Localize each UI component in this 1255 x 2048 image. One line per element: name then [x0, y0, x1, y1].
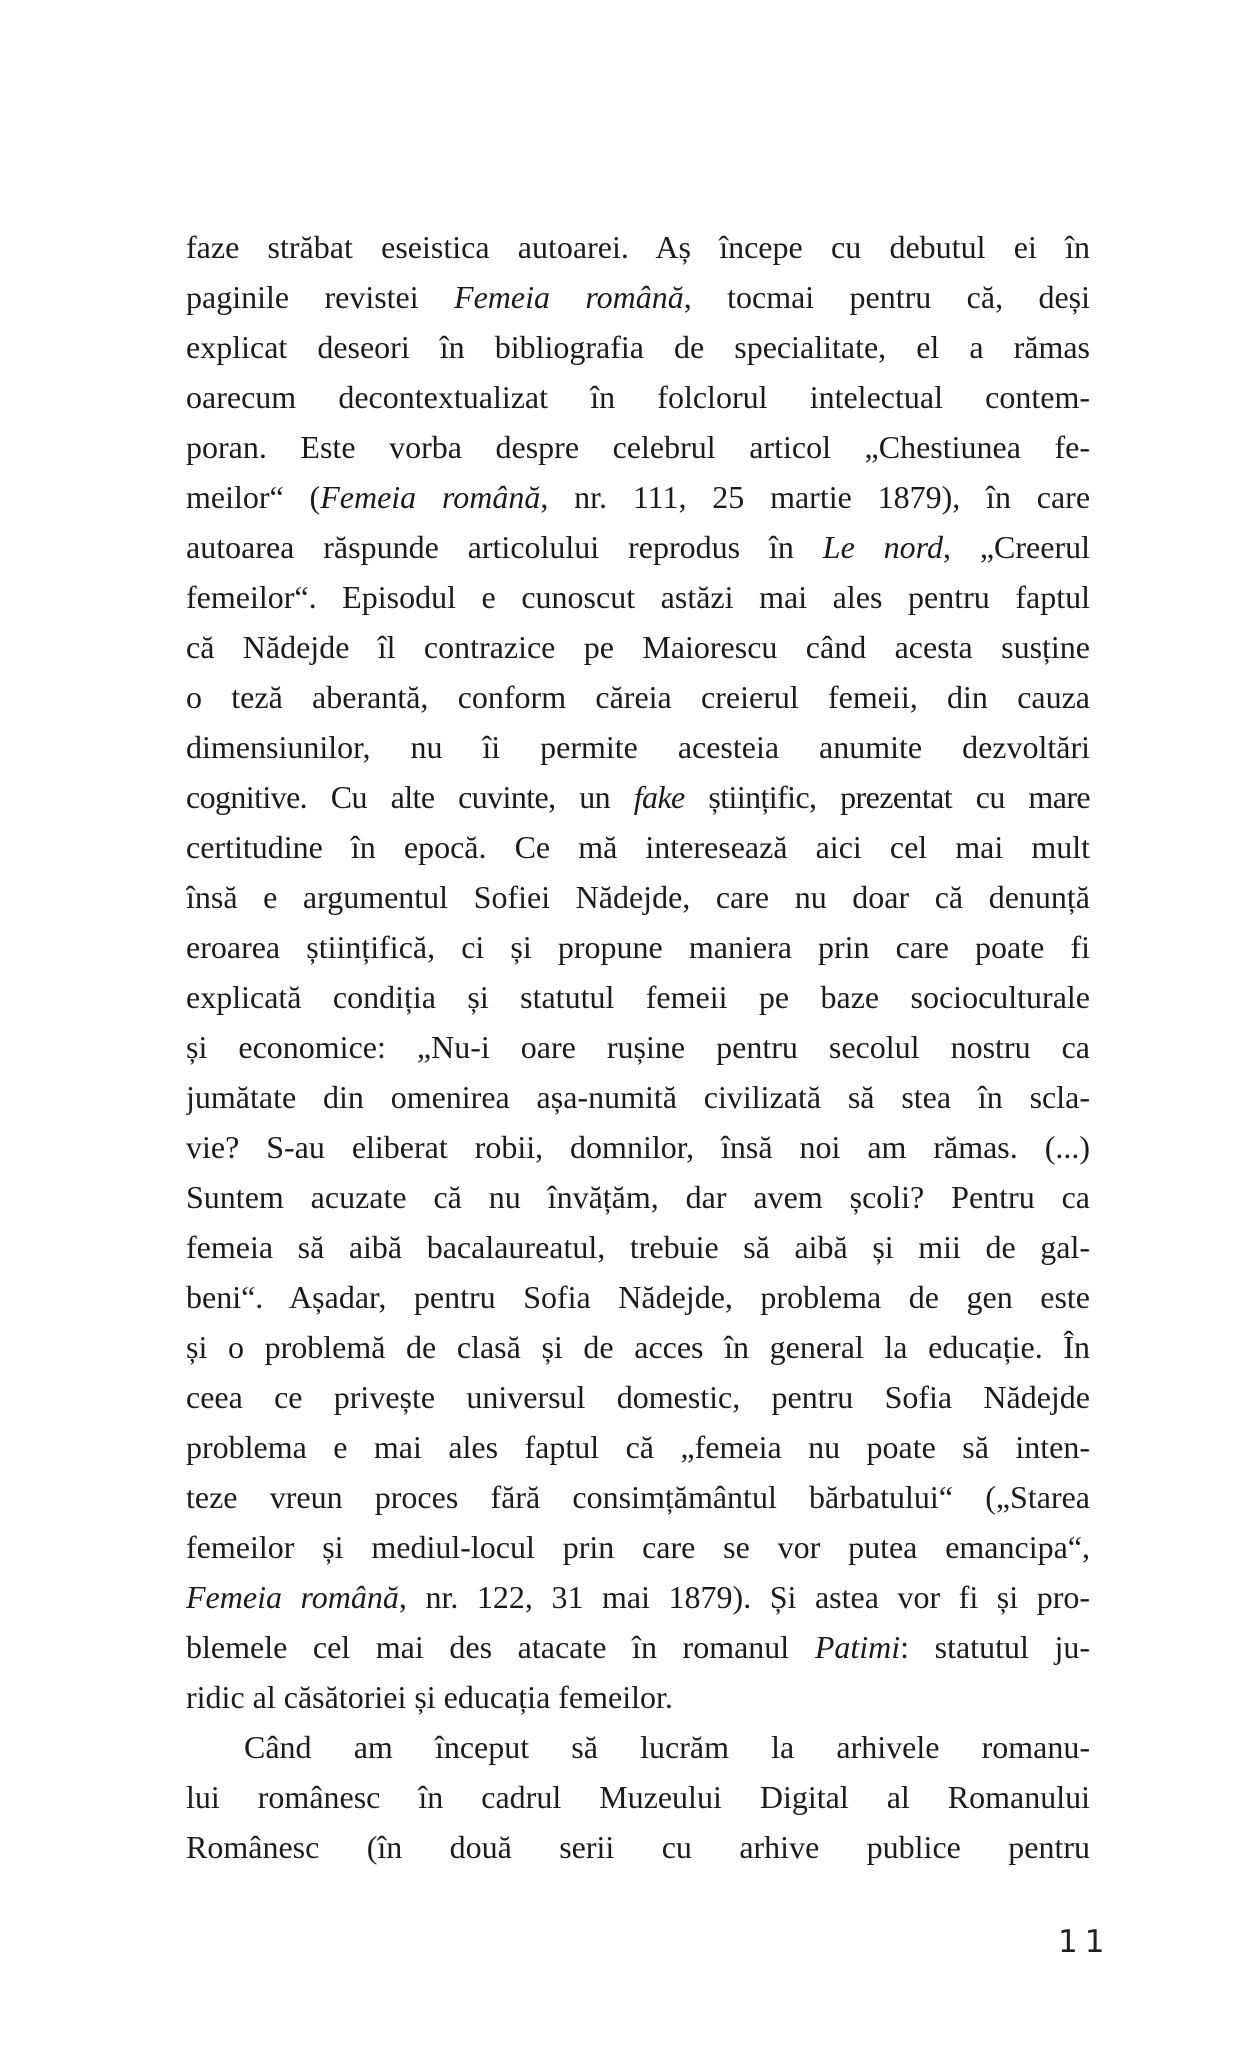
- text-line: [186, 722, 1090, 772]
- text-segment: ridic al căsătoriei și educația femeilor.: [186, 1679, 673, 1715]
- text-line: [186, 1072, 1090, 1122]
- text-line: [186, 1272, 1090, 1322]
- text-line: [186, 1472, 1090, 1522]
- text-segment: jumătate din omenirea așa-numită civilizată să stea în scla-: [186, 1079, 1090, 1115]
- text-segment: , nr. 111, 25 martie 1879), în care: [540, 479, 1090, 515]
- text-line: [186, 922, 1090, 972]
- text-segment: paginile revistei: [186, 279, 455, 315]
- text-line: [186, 1422, 1090, 1472]
- text-segment: Când am început să lucrăm la arhivele romanu-: [244, 1729, 1090, 1765]
- text-segment: științific, prezentat cu mare: [684, 779, 1090, 815]
- text-line: [186, 1822, 1090, 1872]
- text-segment: : statutul ju-: [900, 1629, 1090, 1665]
- text-segment: , nr. 122, 31 mai 1879). Și astea vor fi și pro-: [398, 1579, 1090, 1615]
- text-segment: femeilor și mediul-locul prin care se vor putea emancipa“,: [186, 1529, 1090, 1565]
- text-segment: că Nădejde îl contrazice pe Maiorescu când acesta susține: [186, 629, 1090, 665]
- text-segment: Suntem acuzate că nu învățăm, dar avem școli? Pentru ca: [186, 1179, 1090, 1215]
- text-segment: poran. Este vorba despre celebrul articol „Chestiunea fe-: [186, 429, 1090, 465]
- text-line: [186, 472, 1090, 522]
- text-line: [186, 322, 1090, 372]
- text-segment: meilor“ (: [186, 479, 321, 515]
- text-segment: femeilor“. Episodul e cunoscut astăzi mai ales pentru faptul: [186, 579, 1090, 615]
- text-segment: beni“. Așadar, pentru Sofia Nădejde, problema de gen este: [186, 1279, 1090, 1315]
- text-line: [186, 872, 1090, 922]
- text-segment: cognitive. Cu alte cuvinte, un: [186, 779, 634, 815]
- text-line: [186, 372, 1090, 422]
- text-line: [186, 1172, 1090, 1222]
- text-segment: dimensiunilor, nu îi permite acesteia anumite dezvoltări: [186, 729, 1090, 765]
- text-line: [186, 1572, 1090, 1622]
- text-segment: explicată condiția și statutul femeii pe baze socioculturale: [186, 979, 1090, 1015]
- text-segment: femeia să aibă bacalaureatul, trebuie să aibă și mii de gal-: [186, 1229, 1090, 1265]
- italic-text-segment: Femeia română: [186, 1579, 399, 1615]
- text-line: [186, 1772, 1090, 1822]
- page-text: [186, 222, 1090, 1872]
- text-line: [186, 1122, 1090, 1172]
- text-line: [186, 972, 1090, 1022]
- text-segment: faze străbat eseistica autoarei. Aș începe cu debutul ei în: [186, 229, 1090, 265]
- text-segment: vie? S-au eliberat robii, domnilor, însă noi am rămas. (...): [186, 1129, 1090, 1165]
- text-line: [186, 572, 1090, 622]
- text-segment: Românesc (în două serii cu arhive publice pentru: [186, 1829, 1090, 1865]
- text-line: [186, 1222, 1090, 1272]
- text-line: [186, 1722, 1090, 1772]
- text-segment: lui românesc în cadrul Muzeului Digital al Romanului: [186, 1779, 1090, 1815]
- text-segment: și economice: „Nu-i oare rușine pentru secolul nostru ca: [186, 1029, 1090, 1065]
- italic-text-segment: Le nord: [822, 529, 943, 565]
- text-segment: însă e argumentul Sofiei Nădejde, care nu doar că denunță: [186, 879, 1090, 915]
- text-line: [186, 1672, 1090, 1722]
- text-segment: problema e mai ales faptul că „femeia nu poate să inten-: [186, 1429, 1090, 1465]
- text-segment: și o problemă de clasă și de acces în general la educație. În: [186, 1329, 1090, 1365]
- text-line: [186, 1522, 1090, 1572]
- text-line: [186, 1622, 1090, 1672]
- text-line: [186, 222, 1090, 272]
- text-segment: o teză aberantă, conform căreia creierul femeii, din cauza: [186, 679, 1090, 715]
- text-segment: certitudine în epocă. Ce mă interesează aici cel mai mult: [186, 829, 1090, 865]
- text-segment: autoarea răspunde articolului reprodus în: [186, 529, 823, 565]
- text-line: [186, 522, 1090, 572]
- text-segment: ceea ce privește universul domestic, pentru Sofia Nădejde: [186, 1379, 1090, 1415]
- italic-text-segment: Patimi: [814, 1629, 901, 1665]
- text-segment: explicat deseori în bibliografia de specialitate, el a rămas: [186, 329, 1090, 365]
- text-line: [186, 622, 1090, 672]
- italic-text-segment: Femeia română: [454, 279, 684, 315]
- text-segment: , tocmai pentru că, deși: [683, 279, 1090, 315]
- text-segment: eroarea științifică, ci și propune maniera prin care poate fi: [186, 929, 1090, 965]
- text-line: [186, 1372, 1090, 1422]
- text-segment: , „Creerul: [942, 529, 1090, 565]
- text-segment: blemele cel mai des atacate în romanul: [186, 1629, 815, 1665]
- text-line: [186, 672, 1090, 722]
- text-segment: oarecum decontextualizat în folclorul intelectual contem-: [186, 379, 1090, 415]
- text-line: [186, 1322, 1090, 1372]
- text-line: [186, 422, 1090, 472]
- text-segment: teze vreun proces fără consimțământul bărbatului“ („Starea: [186, 1479, 1090, 1515]
- italic-text-segment: fake: [633, 779, 685, 815]
- text-line: [186, 272, 1090, 322]
- text-line: [186, 1022, 1090, 1072]
- text-line: [186, 822, 1090, 872]
- text-line: [186, 772, 1090, 822]
- page-number: 11: [1058, 1924, 1112, 1960]
- italic-text-segment: Femeia română: [320, 479, 541, 515]
